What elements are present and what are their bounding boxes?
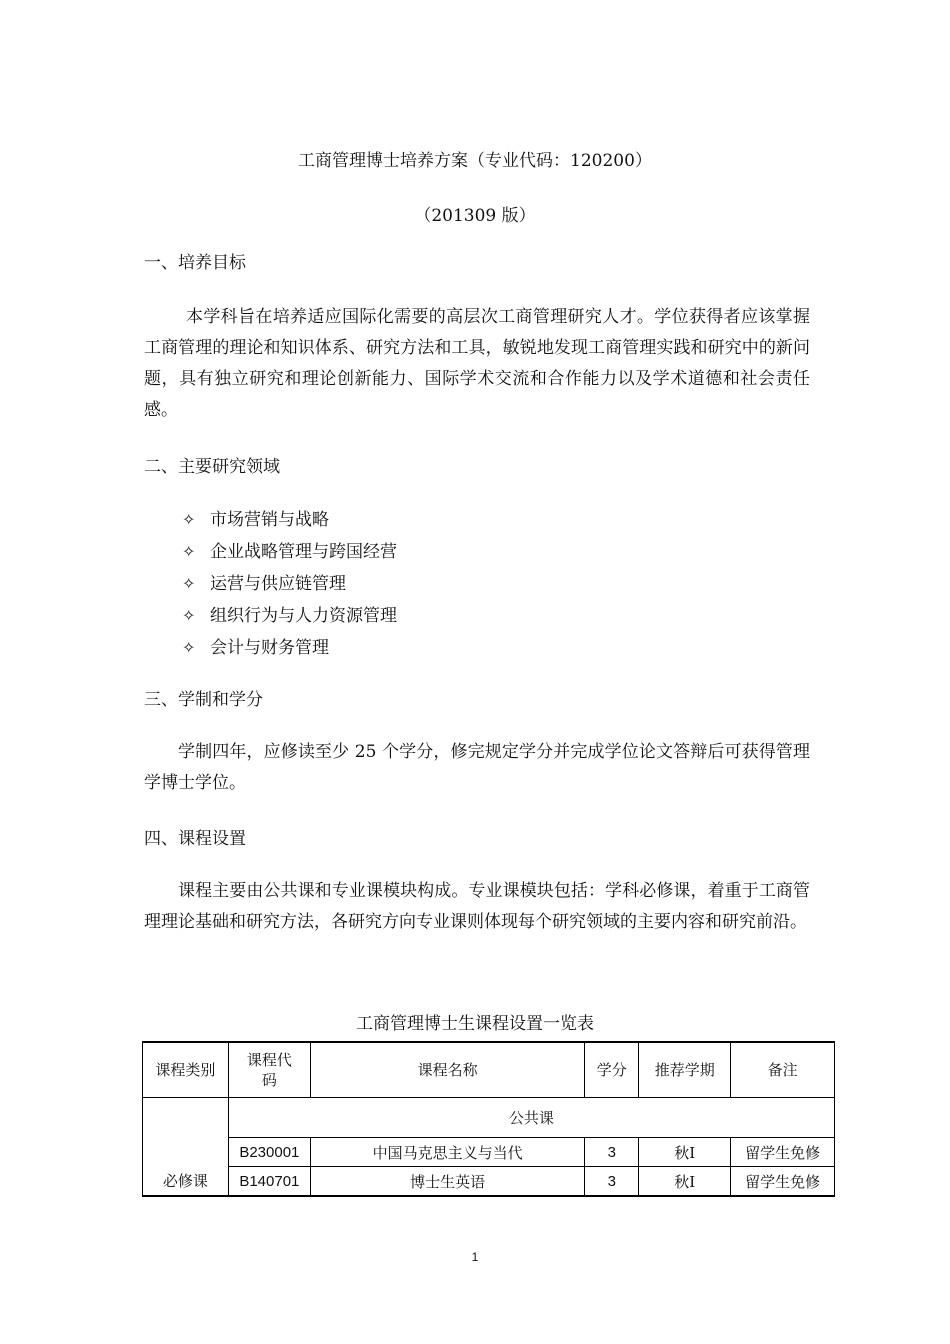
document-title: 工商管理博士培养方案（专业代码：120200） [298, 151, 652, 171]
header-code-line1: 课程代 [246, 1051, 292, 1069]
course-credits-cell: 3 [585, 1138, 639, 1167]
list-item [182, 568, 397, 600]
course-code-cell: B140701 [228, 1167, 310, 1197]
list-item-label: 会计与财务管理 [210, 638, 329, 658]
objectives-paragraph: 本学科旨在培养适应国际化需要的高层次工商管理研究人才。学位获得者应该掌握工商管理的理论和知识体系、研究方法和工具，敏锐地发现工商管理实践和研究中的新问题，具有独立研究和理论创新能力、国际学术交流和合作能力以及学术道德和社会责任感。 [144, 307, 810, 420]
course-name-cell: 博士生英语 [310, 1167, 585, 1197]
table-section-row [143, 1098, 835, 1138]
research-areas-list [182, 504, 397, 664]
header-category: 课程类别 [143, 1042, 229, 1098]
course-term-cell: 秋Ⅰ [639, 1138, 731, 1167]
course-credits-cell: 3 [585, 1167, 639, 1197]
course-term-cell: 秋Ⅰ [639, 1167, 731, 1197]
document-version: （201309 版） [414, 206, 536, 226]
course-note-cell: 留学生免修 [731, 1138, 835, 1167]
header-credits: 学分 [585, 1042, 639, 1098]
list-item [182, 632, 397, 664]
header-note: 备注 [731, 1042, 835, 1098]
list-item-label: 组织行为与人力资源管理 [210, 606, 397, 626]
diamond-star-icon: ✧ [182, 542, 196, 561]
table-row [143, 1167, 835, 1197]
section-heading-curriculum: 四、课程设置 [144, 829, 246, 849]
course-table [142, 1041, 835, 1197]
header-code [228, 1042, 310, 1098]
list-item-label: 企业战略管理与跨国经营 [210, 542, 397, 562]
category-cell: 必修课 [143, 1098, 229, 1197]
list-item [182, 536, 397, 568]
diamond-star-icon: ✧ [182, 574, 196, 593]
list-item-label: 运营与供应链管理 [210, 574, 346, 594]
header-term: 推荐学期 [639, 1042, 731, 1098]
course-code-cell: B230001 [228, 1138, 310, 1167]
section-heading-duration-credits: 三、学制和学分 [144, 690, 263, 710]
curriculum-paragraph: 课程主要由公共课和专业课模块构成。专业课模块包括：学科必修课，着重于工商管理理论基础和研究方法，各研究方向专业课则体现每个研究领域的主要内容和研究前沿。 [144, 881, 810, 932]
table-header-row [143, 1042, 835, 1098]
course-name-cell: 中国马克思主义与当代 [310, 1138, 585, 1167]
section-label-cell: 公共课 [228, 1098, 834, 1138]
list-item-label: 市场营销与战略 [210, 510, 329, 530]
header-name: 课程名称 [310, 1042, 585, 1098]
diamond-star-icon: ✧ [182, 510, 196, 529]
diamond-star-icon: ✧ [182, 606, 196, 625]
list-item [182, 504, 397, 536]
table-title: 工商管理博士生课程设置一览表 [356, 1014, 594, 1034]
list-item [182, 600, 397, 632]
page-number: 1 [471, 1250, 479, 1264]
header-code-line2: 码 [261, 1071, 277, 1089]
diamond-star-icon: ✧ [182, 638, 196, 657]
table-row [143, 1138, 835, 1167]
duration-credits-paragraph: 学制四年，应修读至少 25 个学分，修完规定学分并完成学位论文答辩后可获得管理学博士学位。 [144, 742, 810, 793]
course-note-cell: 留学生免修 [731, 1167, 835, 1197]
section-heading-research-areas: 二、主要研究领域 [144, 457, 280, 477]
section-heading-objectives: 一、培养目标 [144, 253, 246, 273]
